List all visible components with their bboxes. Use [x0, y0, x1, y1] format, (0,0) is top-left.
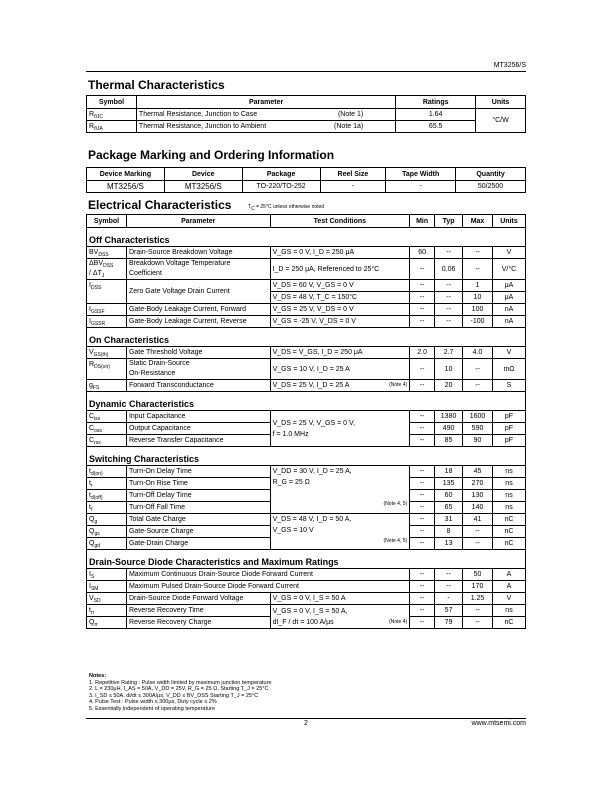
col-header: Ratings [396, 96, 476, 109]
note-line: 4. Pulse Test : Pulse width ≤ 300μs, Duty cycle ≤ 2% [89, 699, 217, 705]
table-row: $Q_{gd}$ Gate-Drain Charge -- 13 -- nC [87, 538, 526, 550]
table-row: $t_{rr}$ Reverse Recovery Time V_GS = 0 V, I_S = 50 A, dI_F / dt = 100 A/μs (Note 4) -- 57 -- ns [87, 605, 526, 617]
col-header: Parameter [136, 96, 395, 109]
electrical-title: Electrical Characteristics [88, 198, 232, 212]
col-header: Min [410, 215, 435, 228]
table-row: $\Delta BV_{DSS}$ / $\Delta T_J$ Breakdown Voltage Temperature Coefficient I_D = 250 μA, Referenced to 25°C -- 0.06 -- V/°C [87, 259, 526, 280]
col-header: Tape Width [386, 168, 456, 181]
table-row: $I_{GSSR}$ Gate-Body Leakage Current, Reverse V_GS = -25 V, V_DS = 0 V -- -- -100 nA [87, 316, 526, 328]
table-row: $t_f$ Turn-Off Fall Time -- 65 140 ns [87, 502, 526, 514]
table-row: $V_{SD}$ Drain-Source Diode Forward Voltage V_GS = 0 V, I_S = 50 A -- - 1.25 V [87, 593, 526, 605]
table-row: $I_{GSSF}$ Gate-Body Leakage Current, Forward V_GS = 25 V, V_DS = 0 V -- -- 100 nA [87, 304, 526, 316]
notes [89, 673, 272, 712]
col-header: Symbol [87, 215, 127, 228]
col-header: Parameter [126, 215, 270, 228]
table-row: $BV_{DSS}$ Drain-Source Breakdown Voltage V_GS = 0 V, I_D = 250 μA 60 -- -- V [87, 247, 526, 259]
section-title: Dynamic Characteristics [87, 392, 526, 411]
section-title: Drain-Source Diode Characteristics and Maximum Ratings [87, 550, 526, 569]
section-title: On Characteristics [87, 328, 526, 347]
col-header: Package [242, 168, 320, 181]
table-row: $Q_{gs}$ Gate-Source Charge -- 8 -- nC [87, 526, 526, 538]
table-row: $C_{oss}$ Output Capacitance -- 490 590 pF [87, 423, 526, 435]
thermal-unit: °C/W [476, 109, 526, 133]
table-row: $t_r$ Turn-On Rise Time -- 135 270 ns [87, 478, 526, 490]
col-header: Symbol [87, 96, 137, 109]
notes-title: Notes: [89, 673, 107, 679]
part-number-header: MT3256/S [493, 62, 526, 69]
note-line: 2. L = 230μH, I_AS = 50A, V_DD = 25V, R_G = 25 Ω, Starting T_J = 25°C [89, 686, 269, 692]
table-row: $V_{GS(th)}$ Gate Threshold Voltage V_DS = V_GS, I_D = 250 μA 2.0 2.7 4.0 V [87, 347, 526, 359]
table-row: $Q_g$ Total Gate Charge V_DS = 48 V, I_D = 50 A, V_GS = 10 V (Note 4, 5) -- 31 41 nC [87, 514, 526, 526]
col-header: Test Conditions [270, 215, 410, 228]
page-number: 2 [304, 720, 308, 727]
col-header: Quantity [456, 168, 526, 181]
table-row: $R_{\theta JA}$ Thermal Resistance, Junction to Ambient (Note 1a) 65.5 [87, 121, 526, 133]
table-row: $C_{rss}$ Reverse Transfer Capacitance -- 85 90 pF [87, 435, 526, 447]
table-row: MT3256/S MT3256/S TO-220/TO-252 - - 50/2500 [87, 181, 526, 193]
table-row: $R_{DS(on)}$ Static Drain-Source On-Resistance V_GS = 10 V, I_D = 25 A -- 10 -- mΩ [87, 359, 526, 380]
table-row: $I_S$ Maximum Continuous Drain-Source Diode Forward Current -- -- 50 A [87, 569, 526, 581]
section-title: Switching Characteristics [87, 447, 526, 466]
col-header: Units [493, 215, 526, 228]
footer-url[interactable]: www.mtsemi.com [471, 720, 526, 727]
footer-rule [86, 718, 526, 719]
table-row: $C_{iss}$ Input Capacitance V_DS = 25 V, V_GS = 0 V, f = 1.0 MHz -- 1380 1600 pF [87, 411, 526, 423]
package-title: Package Marking and Ordering Information [88, 148, 335, 162]
electrical-table [86, 214, 526, 629]
table-row: $R_{\theta JC}$ Thermal Resistance, Junction to Case (Note 1) 1.64 °C/W [87, 109, 526, 121]
col-header: Reel Size [320, 168, 386, 181]
table-row: $I_{SM}$ Maximum Pulsed Drain-Source Diode Forward Current -- -- 170 A [87, 581, 526, 593]
col-header: Units [476, 96, 526, 109]
col-header: Device [164, 168, 242, 181]
col-header: Typ [435, 215, 463, 228]
table-row: $Q_{rr}$ Reverse Recovery Charge -- 79 -- nC [87, 617, 526, 629]
col-header: Max [463, 215, 493, 228]
table-row: $t_{d(on)}$ Turn-On Delay Time V_DD = 30 V, I_D = 25 A, R_G = 25 Ω (Note 4, 5) -- 18 45 ns [87, 466, 526, 478]
note-line: 1. Repetitive Rating : Pulse width limited by maximum junction temperature [89, 679, 272, 686]
thermal-table [86, 95, 526, 133]
table-row: $t_{d(off)}$ Turn-Off Delay Time -- 60 130 ns [87, 490, 526, 502]
col-header: Device Marking [87, 168, 165, 181]
note-line: 3. I_SD ≤ 50A, di/dt ≤ 300A/μs, V_DD ≤ BV_DSS Starting T_J = 25°C [89, 692, 259, 699]
table-row: $g_{FS}$ Forward Transconductance V_DS = 25 V, I_D = 25 A (Note 4) -- 20 -- S [87, 380, 526, 392]
header-rule [86, 71, 526, 72]
table-row: V_DS = 48 V, T_C = 150°C -- -- 10 μA [87, 292, 526, 304]
note-line: 5. Essentially independent of operating temperature [89, 705, 215, 712]
thermal-title: Thermal Characteristics [88, 78, 225, 92]
table-row: $I_{DSS}$ Zero Gate Voltage Drain Current V_DS = 60 V, V_GS = 0 V -- -- 1 μA [87, 280, 526, 292]
electrical-condition: $T_C = 25^\circ C$ unless otherwise noted [248, 204, 325, 212]
section-title: Off Characteristics [87, 228, 526, 247]
package-table [86, 167, 526, 193]
